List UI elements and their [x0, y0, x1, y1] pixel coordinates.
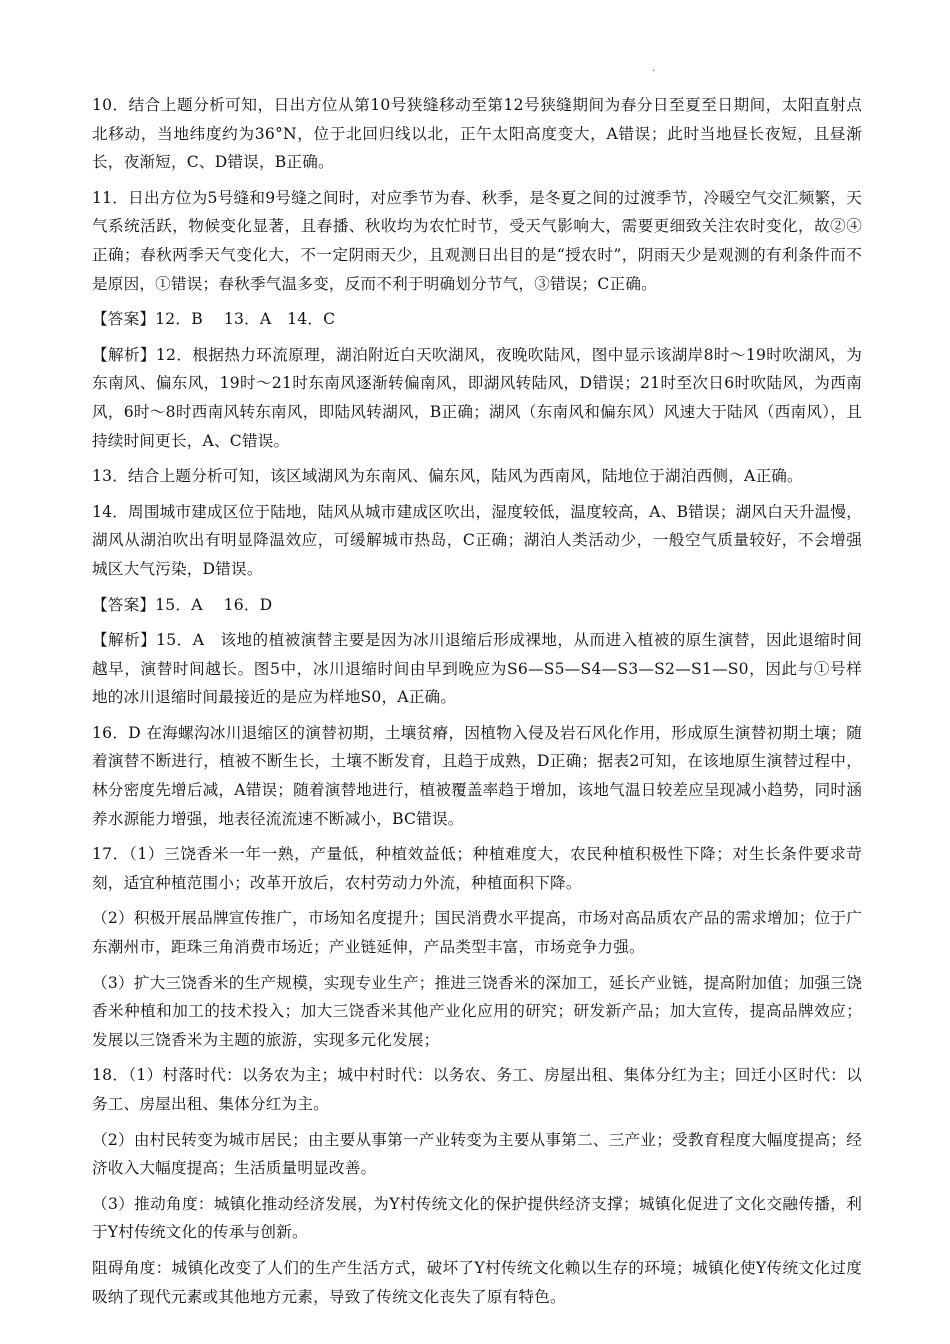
answer-18-part3-promote: （3）推动角度：城镇化推动经济发展，为Y村传统文化的保护提供经济支撑；城镇化促进了文化交融传播，利于Y村传统文化的传承与创新。 — [92, 1194, 862, 1242]
analysis-13: 13．结合上题分析可知，该区域湖风为东南风、偏东风，陆风为西南风，陆地位于湖泊西侧，A正确。 — [92, 467, 803, 486]
answer-18-part1: 18．（1）村落时代：以务农为主；城中村时代：以务农、务工、房屋出租、集体分红为主；回迁小区时代：以务工、房屋出租、集体分红为主。 — [92, 1066, 862, 1113]
answer-key-15-16: 【答案】15．A 16．D — [92, 595, 273, 614]
answer-17-part2: （2）积极开展品牌宣传推广，市场知名度提升；国民消费水平提高，市场对高品质农产品的需求增加；位于广东潮州市，距珠三角消费市场近；产业链延伸，产品类型丰富，市场竞争力强。 — [92, 909, 862, 957]
analysis-15: 【解析】15．A 该地的植被演替主要是因为冰川退缩后形成裸地，从而进入植被的原生演替，因此退缩时间越早，演替时间越长。图5中，冰川退缩时间由早到晚应为S6—S5—S4—S3—S2—S1—S0，因此与①号样地的冰川退缩时间最接近的是应为样地S0，A正确。 — [92, 631, 862, 707]
header-dot: · — [652, 66, 656, 77]
answer-11: 11．日出方位为5号缝和9号缝之间时，对应季节为春、秋季，是冬夏之间的过渡季节，冷暖空气交汇频繁，天气系统活跃，物候变化显著，且春播、秋收均为农忙时节，受天气影响大，需要更细致关注农时变化，故②④正确；春秋两季天气变化大，不一定阴雨天少，且观测日出目的是“授农时”，阴雨天少是观测的有利条件而不是原因，①错误；春秋季气温多变，反而不利于明确划分节气，③错误；C正确。 — [92, 188, 862, 293]
analysis-12: 【解析】12．根据热力环流原理，湖泊附近白天吹湖风，夜晚吹陆风，图中显示该湖岸8时～19时吹湖风，为东南风、偏东风，19时～21时东南风逐渐转偏南风，即湖风转陆风，D错误；21时至次日6时吹陆风，为西南风，6时～8时西南风转东南风，即陆风转湖风，B正确；湖风（东南风和偏东风）风速大于陆风（西南风），且持续时间更长，A、C错误。 — [92, 345, 862, 450]
answer-18-part2: （2）由村民转变为城市居民；由主要从事第一产业转变为主要从事第二、三产业；受教育程度大幅度提高；经济收入大幅度提高；生活质量明显改善。 — [92, 1130, 862, 1178]
answer-10: 10．结合上题分析可知，日出方位从第10号狭缝移动至第12号狭缝期间为春分日至夏至日期间，太阳直射点北移动，当地纬度约为36°N，位于北回归线以北，正午太阳高度变大，A错误；此时当地昼长夜短，且昼渐长，夜渐短，C、D错误，B正确。 — [92, 96, 862, 172]
analysis-16: 16．D 在海螺沟冰川退缩区的演替初期，土壤贫瘠，因植物入侵及岩石风化作用，形成原生演替初期土壤；随着演替不断进行，植被不断生长，土壤不断发育，且趋于成熟，D正确；据表2可知，在该地原生演替过程中，林分密度先增后减，A错误；随着演替地进行，植被覆盖率趋于增加，该地气温日较差应呈现减小趋势，同时涵养水源能力增强，地表径流流速不断减小，BC错误。 — [92, 723, 862, 828]
answer-document — [92, 91, 862, 1318]
answer-key-12-14: 【答案】12．B 13．A 14．C — [92, 310, 336, 329]
answer-17-part3: （3）扩大三饶香米的生产规模，实现专业生产；推进三饶香米的深加工，延长产业链，提高附加值；加强三饶香米种植和加工的技术投入；加大三饶香米其他产业化应用的研究；研发新产品；加大宣传，提高品牌效应；发展以三饶香米为主题的旅游，实现多元化发展； — [92, 973, 862, 1049]
analysis-14: 14．周围城市建成区位于陆地，陆风从城市建成区吹出，湿度较低，温度较高，A、B错误；湖风白天升温慢，湖风从湖泊吹出有明显降温效应，可缓解城市热岛，C正确；湖泊人类活动少，一般空气质量较好，不会增强城区大气污染，D错误。 — [92, 502, 862, 578]
answer-18-part3-hinder: 阻碍角度：城镇化改变了人们的生产生活方式，破坏了Y村传统文化赖以生存的环境；城镇化使Y传统文化过度吸纳了现代元素或其他地方元素，导致了传统文化丧失了原有特色。 — [92, 1258, 862, 1306]
answer-17-part1: 17．（1）三饶香米一年一熟，产量低，种植效益低；种植难度大，农民种植积极性下降；对生长条件要求苛刻，适宜种植范围小；改革开放后，农村劳动力外流，种植面积下降。 — [92, 845, 862, 892]
